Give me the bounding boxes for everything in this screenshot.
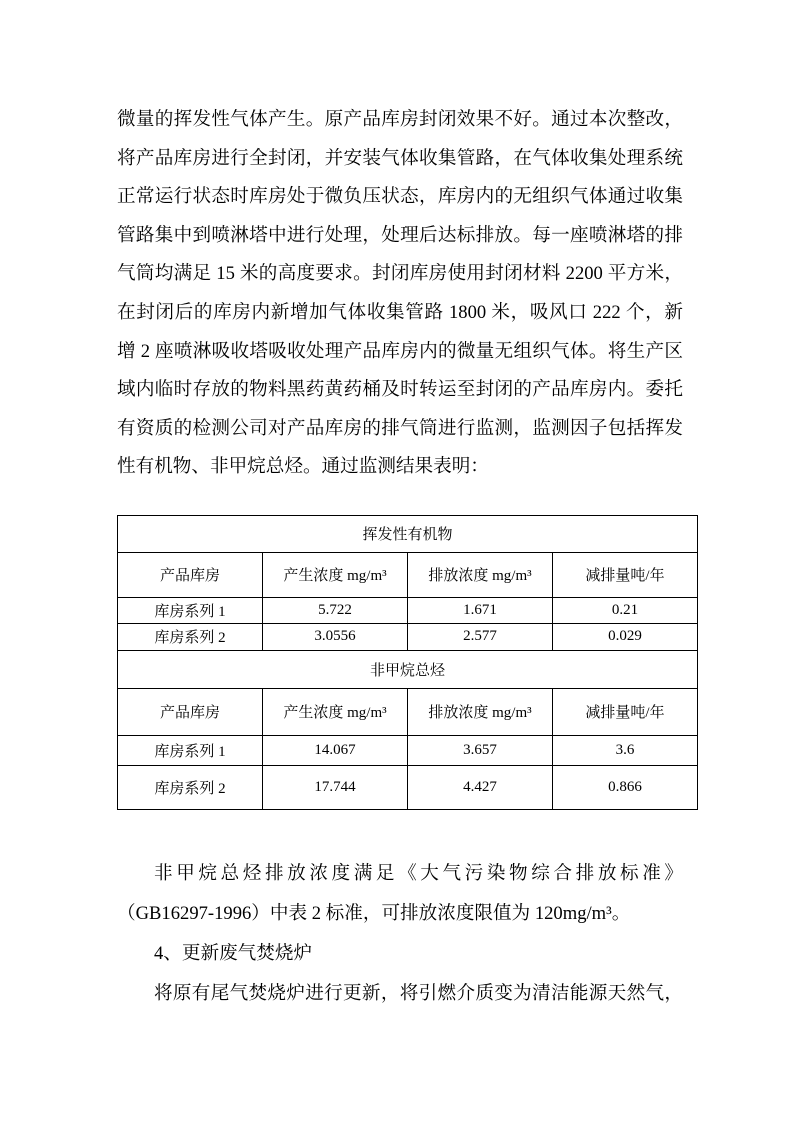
closing-section — [117, 854, 683, 1014]
text-line: 管路集中到喷淋塔中进行处理，处理后达标排放。每一座喷淋塔的排 — [117, 224, 683, 246]
text-line: 微量的挥发性气体产生。原产品库房封闭效果不好。通过本次整改， — [117, 109, 683, 130]
table-data-cell: 3.6 — [553, 735, 698, 765]
text-line: 气筒均满足 15 米的高度要求。封闭库房使用封闭材料 2200 平方米， — [117, 263, 683, 285]
table-header-cell: 减排量吨/年 — [553, 688, 698, 735]
table-section-title: 挥发性有机物 — [118, 515, 698, 552]
table-header-cell: 排放浓度 mg/m³ — [408, 688, 553, 735]
text-line: 域内临时存放的物料黑药黄药桶及时转运至封闭的产品库房内。委托 — [117, 379, 683, 401]
table-header-cell: 减排量吨/年 — [553, 552, 698, 597]
table-header-cell: 产生浓度 mg/m³ — [263, 688, 408, 735]
table-header-cell: 排放浓度 mg/m³ — [408, 552, 553, 597]
table-data-cell: 5.722 — [263, 597, 408, 623]
document-content — [117, 101, 683, 1014]
table-row-label: 库房系列 2 — [118, 623, 263, 650]
text-line: 在封闭后的库房内新增加气体收集管路 1800 米，吸风口 222 个，新 — [117, 301, 683, 323]
table-data-cell: 3.0556 — [263, 623, 408, 650]
monitoring-results-table — [117, 515, 698, 810]
table-row-label: 库房系列 2 — [118, 765, 263, 809]
heading-update-incinerator: 4、更新废气焚烧炉 — [154, 942, 313, 964]
table-data-cell: 1.671 — [408, 597, 553, 623]
table-header-cell: 产品库房 — [118, 688, 263, 735]
table-section-title: 非甲烷总烃 — [118, 650, 698, 688]
table-header-cell: 产品库房 — [118, 552, 263, 597]
text-line: 增 2 座喷淋吸收塔吸收处理产品库房内的微量无组织气体。将生产区 — [117, 340, 683, 362]
table-data-cell: 17.744 — [263, 765, 408, 809]
table-data-cell: 0.029 — [553, 623, 698, 650]
paragraph-incinerator-update: 将原有尾气焚烧炉进行更新，将引燃介质变为清洁能源天然气， — [154, 982, 683, 1004]
table-data-cell: 14.067 — [263, 735, 408, 765]
table-data-cell: 0.21 — [553, 597, 698, 623]
table-data-cell: 0.866 — [553, 765, 698, 809]
table-header-cell: 产生浓度 mg/m³ — [263, 552, 408, 597]
paragraph-emission-standard — [117, 854, 683, 934]
text-line: （GB16297-1996）中表 2 标准，可排放浓度限值为 120mg/m³。 — [117, 902, 631, 924]
table-row-label: 库房系列 1 — [118, 597, 263, 623]
table-data-cell: 3.657 — [408, 735, 553, 765]
text-line: 有资质的检测公司对产品库房的排气筒进行监测，监测因子包括挥发 — [117, 417, 683, 439]
table-row-label: 库房系列 1 — [118, 735, 263, 765]
paragraph-warehouse-enclosure — [117, 101, 683, 487]
text-line: 非甲烷总烃排放浓度满足《大气污染物综合排放标准》 — [154, 862, 683, 884]
table-data-cell: 4.427 — [408, 765, 553, 809]
text-line: 将产品库房进行全封闭，并安装气体收集管路，在气体收集处理系统 — [117, 147, 683, 169]
table-data-cell: 2.577 — [408, 623, 553, 650]
text-line: 正常运行状态时库房处于微负压状态，库房内的无组织气体通过收集 — [117, 186, 683, 208]
text-line: 性有机物、非甲烷总烃。通过监测结果表明： — [117, 456, 489, 478]
